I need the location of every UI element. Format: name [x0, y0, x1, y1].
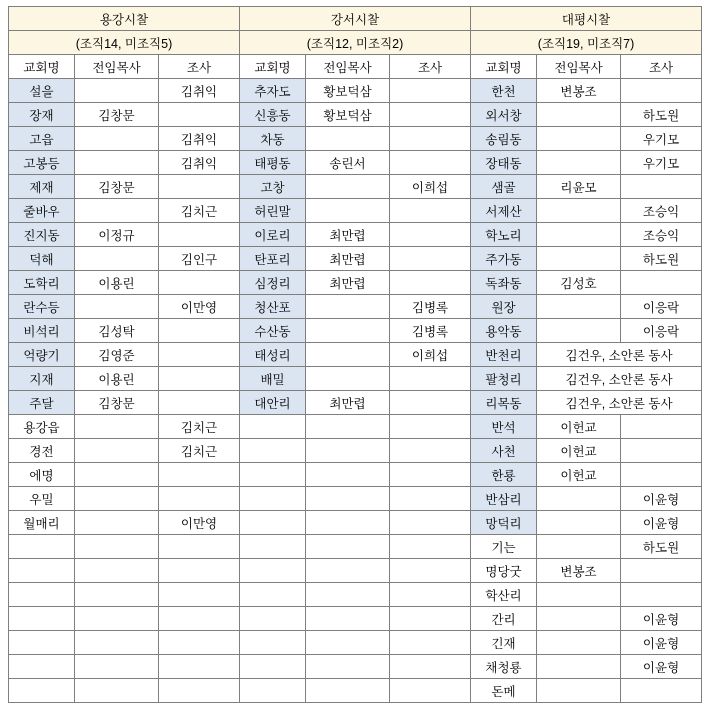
- cell-pastor-yonggang[interactable]: [75, 511, 159, 535]
- cell-josa-daepyeong[interactable]: 이응락: [621, 319, 702, 343]
- header-church-daepyeong: 교회명: [471, 55, 537, 79]
- cell-josa-yonggang[interactable]: [159, 343, 240, 367]
- cell-pastor-gangseo[interactable]: [306, 559, 390, 583]
- cell-church-daepyeong[interactable]: 긴재: [471, 631, 537, 655]
- cell-church-gangseo[interactable]: 태평동: [240, 151, 306, 175]
- cell-church-yonggang[interactable]: 주달: [9, 391, 75, 415]
- cell-josa-yonggang[interactable]: [159, 271, 240, 295]
- cell-church-gangseo[interactable]: [240, 583, 306, 607]
- cell-church-yonggang[interactable]: [9, 559, 75, 583]
- cell-church-daepyeong[interactable]: 사천: [471, 439, 537, 463]
- cell-pastor-daepyeong[interactable]: [537, 631, 621, 655]
- cell-church-daepyeong[interactable]: 학노리: [471, 223, 537, 247]
- cell-josa-daepyeong[interactable]: 이윤형: [621, 511, 702, 535]
- cell-josa-daepyeong[interactable]: 이윤형: [621, 655, 702, 679]
- header-pastor-yonggang: 전임목사: [75, 55, 159, 79]
- cell-church-gangseo[interactable]: 고창: [240, 175, 306, 199]
- table-row: [9, 631, 702, 655]
- cell-josa-daepyeong[interactable]: 하도원: [621, 103, 702, 127]
- cell-church-daepyeong[interactable]: 명당굿: [471, 559, 537, 583]
- cell-josa-daepyeong[interactable]: [621, 175, 702, 199]
- cell-josa-yonggang[interactable]: [159, 223, 240, 247]
- cell-josa-gangseo[interactable]: [390, 199, 471, 223]
- cell-pastor-daepyeong[interactable]: [537, 535, 621, 559]
- cell-josa-gangseo[interactable]: 이희섭: [390, 175, 471, 199]
- cell-josa-gangseo[interactable]: [390, 559, 471, 583]
- cell-church-gangseo[interactable]: 허린말: [240, 199, 306, 223]
- cell-pastor-yonggang[interactable]: [75, 679, 159, 703]
- cell-pastor-daepyeong[interactable]: 이헌교: [537, 415, 621, 439]
- cell-church-daepyeong[interactable]: 기는: [471, 535, 537, 559]
- cell-pastor-daepyeong[interactable]: [537, 607, 621, 631]
- table-row: [9, 343, 702, 367]
- cell-pastor-daepyeong[interactable]: [537, 223, 621, 247]
- cell-josa-daepyeong[interactable]: 하도원: [621, 247, 702, 271]
- cell-church-gangseo[interactable]: 배밀: [240, 367, 306, 391]
- cell-church-daepyeong[interactable]: 한천: [471, 79, 537, 103]
- cell-josa-yonggang[interactable]: [159, 607, 240, 631]
- cell-josa-gangseo[interactable]: 이희섭: [390, 343, 471, 367]
- cell-church-daepyeong[interactable]: 서제산: [471, 199, 537, 223]
- cell-church-yonggang[interactable]: 우밀: [9, 487, 75, 511]
- header-josa-daepyeong: 조사: [621, 55, 702, 79]
- cell-church-gangseo[interactable]: 차동: [240, 127, 306, 151]
- cell-josa-gangseo[interactable]: [390, 151, 471, 175]
- cell-josa-gangseo[interactable]: [390, 583, 471, 607]
- cell-church-yonggang[interactable]: 줄바우: [9, 199, 75, 223]
- cell-pastor-daepyeong[interactable]: [537, 199, 621, 223]
- cell-pastor-yonggang[interactable]: [75, 655, 159, 679]
- cell-josa-daepyeong[interactable]: 우기모: [621, 127, 702, 151]
- cell-pastor-daepyeong[interactable]: 리윤모: [537, 175, 621, 199]
- cell-church-daepyeong[interactable]: 리목동: [471, 391, 537, 415]
- cell-church-yonggang[interactable]: [9, 583, 75, 607]
- cell-church-yonggang[interactable]: 비석리: [9, 319, 75, 343]
- cell-pastor-daepyeong[interactable]: 김성호: [537, 271, 621, 295]
- cell-josa-yonggang[interactable]: [159, 367, 240, 391]
- cell-josa-gangseo[interactable]: [390, 607, 471, 631]
- cell-pastor-yonggang[interactable]: [75, 583, 159, 607]
- cell-josa-yonggang[interactable]: [159, 655, 240, 679]
- cell-pastor-daepyeong[interactable]: [537, 511, 621, 535]
- cell-pastor-yonggang[interactable]: [75, 439, 159, 463]
- cell-church-yonggang[interactable]: [9, 607, 75, 631]
- table-row: [9, 175, 702, 199]
- cell-pastor-gangseo[interactable]: 황보덕삼: [306, 103, 390, 127]
- cell-josa-gangseo[interactable]: [390, 103, 471, 127]
- cell-church-gangseo[interactable]: [240, 679, 306, 703]
- cell-pastor-daepyeong[interactable]: 이헌교: [537, 463, 621, 487]
- cell-pastor-daepyeong[interactable]: [537, 127, 621, 151]
- table-row: [9, 511, 702, 535]
- cell-pastor-yonggang[interactable]: 이정규: [75, 223, 159, 247]
- cell-pastor-gangseo[interactable]: [306, 415, 390, 439]
- cell-pastor-yonggang[interactable]: [75, 199, 159, 223]
- cell-church-daepyeong[interactable]: 독좌동: [471, 271, 537, 295]
- cell-pastor-gangseo[interactable]: 황보덕삼: [306, 79, 390, 103]
- cell-church-yonggang[interactable]: 월매리: [9, 511, 75, 535]
- cell-josa-daepyeong[interactable]: [621, 271, 702, 295]
- cell-pastor-gangseo[interactable]: [306, 439, 390, 463]
- cell-pastor-daepyeong[interactable]: 김건우, 소안론 동사: [537, 391, 702, 415]
- table-header: [9, 7, 702, 79]
- cell-josa-gangseo[interactable]: [390, 271, 471, 295]
- cell-pastor-gangseo[interactable]: [306, 127, 390, 151]
- cell-pastor-gangseo[interactable]: [306, 463, 390, 487]
- cell-josa-yonggang[interactable]: [159, 391, 240, 415]
- cell-pastor-gangseo[interactable]: 최만렵: [306, 247, 390, 271]
- cell-church-daepyeong[interactable]: 주가동: [471, 247, 537, 271]
- church-assignment-table: [8, 6, 702, 703]
- header-church-gangseo: 교회명: [240, 55, 306, 79]
- cell-josa-yonggang[interactable]: [159, 631, 240, 655]
- cell-josa-yonggang[interactable]: 김치근: [159, 199, 240, 223]
- cell-josa-gangseo[interactable]: [390, 511, 471, 535]
- header-church-yonggang: 교회명: [9, 55, 75, 79]
- cell-pastor-gangseo[interactable]: [306, 199, 390, 223]
- cell-josa-yonggang[interactable]: [159, 319, 240, 343]
- cell-pastor-gangseo[interactable]: [306, 631, 390, 655]
- cell-church-gangseo[interactable]: [240, 631, 306, 655]
- cell-church-gangseo[interactable]: [240, 607, 306, 631]
- cell-church-daepyeong[interactable]: 반삼리: [471, 487, 537, 511]
- cell-pastor-gangseo[interactable]: [306, 511, 390, 535]
- cell-church-gangseo[interactable]: 대안리: [240, 391, 306, 415]
- cell-josa-gangseo[interactable]: [390, 79, 471, 103]
- cell-church-yonggang[interactable]: 제재: [9, 175, 75, 199]
- header-josa-gangseo: 조사: [390, 55, 471, 79]
- cell-josa-daepyeong[interactable]: 이윤형: [621, 607, 702, 631]
- cell-church-daepyeong[interactable]: 원장: [471, 295, 537, 319]
- cell-pastor-gangseo[interactable]: [306, 343, 390, 367]
- cell-church-gangseo[interactable]: [240, 535, 306, 559]
- cell-josa-daepyeong[interactable]: 조승익: [621, 199, 702, 223]
- cell-josa-yonggang[interactable]: 김취익: [159, 151, 240, 175]
- cell-pastor-yonggang[interactable]: [75, 463, 159, 487]
- cell-church-yonggang[interactable]: [9, 631, 75, 655]
- cell-pastor-yonggang[interactable]: 김창문: [75, 103, 159, 127]
- cell-josa-yonggang[interactable]: 김취익: [159, 127, 240, 151]
- cell-pastor-daepyeong[interactable]: 변봉조: [537, 559, 621, 583]
- cell-church-daepyeong[interactable]: 장태동: [471, 151, 537, 175]
- header-pastor-daepyeong: 전임목사: [537, 55, 621, 79]
- cell-pastor-daepyeong[interactable]: [537, 103, 621, 127]
- cell-josa-daepyeong[interactable]: 조승익: [621, 223, 702, 247]
- cell-pastor-daepyeong[interactable]: 김건우, 소안론 동사: [537, 343, 702, 367]
- cell-pastor-gangseo[interactable]: [306, 175, 390, 199]
- cell-pastor-daepyeong[interactable]: 김건우, 소안론 동사: [537, 367, 702, 391]
- cell-pastor-gangseo[interactable]: 최만렵: [306, 391, 390, 415]
- cell-josa-gangseo[interactable]: [390, 463, 471, 487]
- cell-josa-yonggang[interactable]: 김치근: [159, 439, 240, 463]
- cell-church-daepyeong[interactable]: 샘골: [471, 175, 537, 199]
- cell-josa-yonggang[interactable]: 김치근: [159, 415, 240, 439]
- table-row: [9, 295, 702, 319]
- cell-church-gangseo[interactable]: [240, 463, 306, 487]
- cell-pastor-gangseo[interactable]: [306, 535, 390, 559]
- cell-josa-yonggang[interactable]: 이만영: [159, 295, 240, 319]
- cell-church-yonggang[interactable]: 진지동: [9, 223, 75, 247]
- cell-pastor-daepyeong[interactable]: 이헌교: [537, 439, 621, 463]
- cell-pastor-yonggang[interactable]: [75, 415, 159, 439]
- cell-church-gangseo[interactable]: 수산동: [240, 319, 306, 343]
- table-body: [9, 79, 702, 703]
- cell-pastor-yonggang[interactable]: [75, 535, 159, 559]
- cell-pastor-gangseo[interactable]: [306, 679, 390, 703]
- cell-church-daepyeong[interactable]: 반석: [471, 415, 537, 439]
- cell-josa-daepyeong[interactable]: [621, 463, 702, 487]
- cell-church-yonggang[interactable]: 경전: [9, 439, 75, 463]
- cell-josa-gangseo[interactable]: [390, 535, 471, 559]
- table-row: [9, 151, 702, 175]
- cell-pastor-yonggang[interactable]: [75, 151, 159, 175]
- table-row: [9, 535, 702, 559]
- cell-josa-yonggang[interactable]: [159, 175, 240, 199]
- cell-josa-gangseo[interactable]: 김병록: [390, 295, 471, 319]
- cell-church-daepyeong[interactable]: 반천리: [471, 343, 537, 367]
- cell-josa-yonggang[interactable]: [159, 583, 240, 607]
- cell-pastor-yonggang[interactable]: 이용린: [75, 271, 159, 295]
- cell-church-daepyeong[interactable]: 용악동: [471, 319, 537, 343]
- group-subtitle-gangseo: (조직12, 미조직2): [240, 31, 471, 55]
- cell-church-yonggang[interactable]: [9, 655, 75, 679]
- cell-pastor-gangseo[interactable]: [306, 655, 390, 679]
- table-row: [9, 103, 702, 127]
- cell-pastor-gangseo[interactable]: [306, 583, 390, 607]
- cell-pastor-yonggang[interactable]: [75, 295, 159, 319]
- cell-church-gangseo[interactable]: 태성리: [240, 343, 306, 367]
- cell-pastor-daepyeong[interactable]: [537, 583, 621, 607]
- cell-church-daepyeong[interactable]: 한룡: [471, 463, 537, 487]
- cell-pastor-gangseo[interactable]: [306, 319, 390, 343]
- cell-josa-daepyeong[interactable]: 하도원: [621, 535, 702, 559]
- cell-josa-gangseo[interactable]: [390, 127, 471, 151]
- cell-pastor-yonggang[interactable]: [75, 247, 159, 271]
- cell-pastor-yonggang[interactable]: 김창문: [75, 175, 159, 199]
- cell-church-yonggang[interactable]: [9, 535, 75, 559]
- cell-church-yonggang[interactable]: [9, 679, 75, 703]
- cell-pastor-daepyeong[interactable]: [537, 295, 621, 319]
- cell-pastor-gangseo[interactable]: [306, 487, 390, 511]
- column-header-row: [9, 55, 702, 79]
- group-title-row: [9, 7, 702, 31]
- cell-church-gangseo[interactable]: [240, 511, 306, 535]
- table-row: [9, 127, 702, 151]
- cell-josa-gangseo[interactable]: [390, 487, 471, 511]
- group-subtitle-row: [9, 31, 702, 55]
- cell-pastor-gangseo[interactable]: [306, 295, 390, 319]
- cell-pastor-daepyeong[interactable]: [537, 655, 621, 679]
- cell-pastor-yonggang[interactable]: 김성탁: [75, 319, 159, 343]
- cell-josa-gangseo[interactable]: [390, 439, 471, 463]
- table-row: [9, 679, 702, 703]
- cell-pastor-yonggang[interactable]: [75, 559, 159, 583]
- group-title-gangseo: 강서시찰: [240, 7, 471, 31]
- cell-pastor-gangseo[interactable]: 송린서: [306, 151, 390, 175]
- cell-pastor-daepyeong[interactable]: [537, 247, 621, 271]
- cell-pastor-yonggang[interactable]: [75, 487, 159, 511]
- table-row: [9, 271, 702, 295]
- cell-josa-yonggang[interactable]: [159, 463, 240, 487]
- cell-church-daepyeong[interactable]: 망덕리: [471, 511, 537, 535]
- cell-pastor-daepyeong[interactable]: [537, 487, 621, 511]
- cell-church-yonggang[interactable]: 란수등: [9, 295, 75, 319]
- cell-pastor-daepyeong[interactable]: [537, 319, 621, 343]
- cell-church-gangseo[interactable]: 청산포: [240, 295, 306, 319]
- cell-pastor-yonggang[interactable]: 김창문: [75, 391, 159, 415]
- table-row: [9, 655, 702, 679]
- table-row: [9, 487, 702, 511]
- cell-church-daepyeong[interactable]: 학산리: [471, 583, 537, 607]
- cell-church-daepyeong[interactable]: 간리: [471, 607, 537, 631]
- cell-josa-gangseo[interactable]: [390, 247, 471, 271]
- header-josa-yonggang: 조사: [159, 55, 240, 79]
- cell-church-yonggang[interactable]: 고봉등: [9, 151, 75, 175]
- cell-pastor-gangseo[interactable]: [306, 367, 390, 391]
- table-row: [9, 319, 702, 343]
- table-row: [9, 391, 702, 415]
- cell-josa-daepyeong[interactable]: [621, 583, 702, 607]
- cell-josa-gangseo[interactable]: [390, 679, 471, 703]
- cell-church-gangseo[interactable]: 신흥동: [240, 103, 306, 127]
- cell-church-yonggang[interactable]: 고읍: [9, 127, 75, 151]
- cell-church-gangseo[interactable]: 추자도: [240, 79, 306, 103]
- cell-pastor-gangseo[interactable]: 최만렵: [306, 271, 390, 295]
- cell-pastor-yonggang[interactable]: [75, 79, 159, 103]
- cell-church-gangseo[interactable]: [240, 439, 306, 463]
- group-title-daepyeong: 대평시찰: [471, 7, 702, 31]
- cell-church-yonggang[interactable]: 장재: [9, 103, 75, 127]
- cell-church-gangseo[interactable]: [240, 655, 306, 679]
- table-row: [9, 223, 702, 247]
- cell-josa-yonggang[interactable]: 김인구: [159, 247, 240, 271]
- table-row: [9, 415, 702, 439]
- cell-josa-gangseo[interactable]: [390, 391, 471, 415]
- cell-josa-daepyeong[interactable]: 이윤형: [621, 487, 702, 511]
- cell-josa-daepyeong[interactable]: 이윤형: [621, 631, 702, 655]
- cell-josa-gangseo[interactable]: [390, 367, 471, 391]
- cell-pastor-yonggang[interactable]: [75, 127, 159, 151]
- cell-church-yonggang[interactable]: 에명: [9, 463, 75, 487]
- cell-church-gangseo[interactable]: 이로리: [240, 223, 306, 247]
- cell-church-daepyeong[interactable]: 돈메: [471, 679, 537, 703]
- cell-pastor-yonggang[interactable]: 이용린: [75, 367, 159, 391]
- cell-pastor-daepyeong[interactable]: 변봉조: [537, 79, 621, 103]
- cell-church-yonggang[interactable]: 도학리: [9, 271, 75, 295]
- cell-josa-daepyeong[interactable]: [621, 679, 702, 703]
- cell-church-gangseo[interactable]: [240, 415, 306, 439]
- cell-pastor-yonggang[interactable]: 김영준: [75, 343, 159, 367]
- cell-josa-daepyeong[interactable]: [621, 79, 702, 103]
- cell-church-yonggang[interactable]: 덕해: [9, 247, 75, 271]
- cell-josa-gangseo[interactable]: [390, 223, 471, 247]
- cell-church-gangseo[interactable]: 탄포리: [240, 247, 306, 271]
- table-row: [9, 79, 702, 103]
- cell-church-daepyeong[interactable]: 팔청리: [471, 367, 537, 391]
- cell-josa-daepyeong[interactable]: 이응락: [621, 295, 702, 319]
- cell-church-daepyeong[interactable]: 송림동: [471, 127, 537, 151]
- cell-josa-gangseo[interactable]: [390, 415, 471, 439]
- table-row: [9, 583, 702, 607]
- table-row: [9, 367, 702, 391]
- cell-church-yonggang[interactable]: 용강읍: [9, 415, 75, 439]
- cell-pastor-gangseo[interactable]: 최만렵: [306, 223, 390, 247]
- cell-church-gangseo[interactable]: [240, 559, 306, 583]
- table-row: [9, 607, 702, 631]
- cell-josa-gangseo[interactable]: 김병록: [390, 319, 471, 343]
- cell-josa-yonggang[interactable]: [159, 487, 240, 511]
- cell-pastor-gangseo[interactable]: [306, 607, 390, 631]
- table-row: [9, 199, 702, 223]
- cell-josa-yonggang[interactable]: [159, 559, 240, 583]
- cell-pastor-yonggang[interactable]: [75, 607, 159, 631]
- cell-church-daepyeong[interactable]: 외서창: [471, 103, 537, 127]
- cell-pastor-daepyeong[interactable]: [537, 679, 621, 703]
- cell-josa-yonggang[interactable]: [159, 535, 240, 559]
- cell-josa-gangseo[interactable]: [390, 631, 471, 655]
- table-row: [9, 559, 702, 583]
- cell-josa-daepyeong[interactable]: 우기모: [621, 151, 702, 175]
- header-pastor-gangseo: 전임목사: [306, 55, 390, 79]
- cell-josa-yonggang[interactable]: 김취익: [159, 79, 240, 103]
- cell-pastor-daepyeong[interactable]: [537, 151, 621, 175]
- cell-josa-gangseo[interactable]: [390, 655, 471, 679]
- table-row: [9, 463, 702, 487]
- group-title-yonggang: 용강시찰: [9, 7, 240, 31]
- cell-pastor-yonggang[interactable]: [75, 631, 159, 655]
- cell-josa-yonggang[interactable]: [159, 103, 240, 127]
- cell-church-gangseo[interactable]: 심정리: [240, 271, 306, 295]
- group-subtitle-yonggang: (조직14, 미조직5): [9, 31, 240, 55]
- group-subtitle-daepyeong: (조직19, 미조직7): [471, 31, 702, 55]
- cell-josa-daepyeong[interactable]: [621, 415, 702, 439]
- table-row: [9, 439, 702, 463]
- cell-josa-daepyeong[interactable]: [621, 439, 702, 463]
- cell-church-gangseo[interactable]: [240, 487, 306, 511]
- cell-church-yonggang[interactable]: 억량기: [9, 343, 75, 367]
- cell-church-yonggang[interactable]: 설을: [9, 79, 75, 103]
- cell-josa-daepyeong[interactable]: [621, 559, 702, 583]
- cell-church-daepyeong[interactable]: 채청룡: [471, 655, 537, 679]
- table-row: [9, 247, 702, 271]
- cell-church-yonggang[interactable]: 지재: [9, 367, 75, 391]
- cell-josa-yonggang[interactable]: 이만영: [159, 511, 240, 535]
- cell-josa-yonggang[interactable]: [159, 679, 240, 703]
